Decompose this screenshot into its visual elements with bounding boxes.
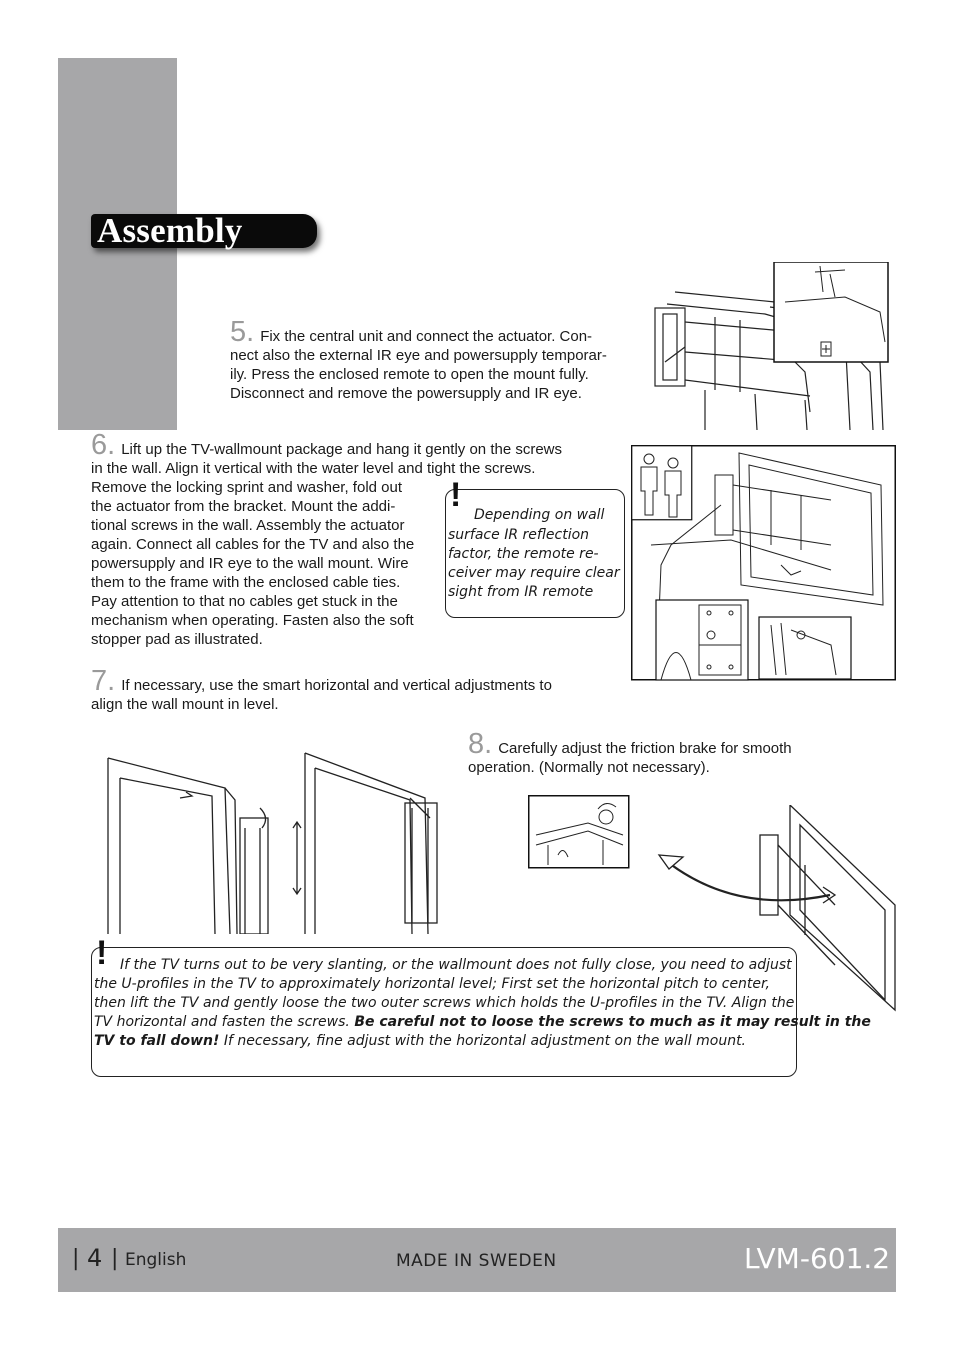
u-profile-note-line: the U-profiles in the TV to approximately horizontal level; First set the horizontal pitch to center, [94, 976, 770, 992]
step-5-line: nect also the external IR eye and powersupply temporar- [230, 347, 607, 364]
warning-icon: ! [450, 476, 462, 514]
page-number: 4 [87, 1244, 103, 1272]
step-7-line: align the wall mount in level. [91, 696, 279, 713]
step-6-text: Lift up the TV-wallmount package and hang it gently on the screws [121, 441, 563, 458]
made-in-label: MADE IN SWEDEN [396, 1251, 557, 1271]
u-profile-note-line: If necessary, fine adjust with the horizontal adjustment on the wall mount. [219, 1033, 747, 1049]
u-profile-warning: TV to fall down! [94, 1033, 220, 1049]
step-7 [91, 665, 611, 714]
step-6-number: 6. [91, 429, 116, 461]
step-7-number: 7. [91, 665, 116, 697]
step-8-line: operation. (Normally not necessary). [468, 759, 710, 776]
step-6-line: them to the frame with the enclosed cable ties. [91, 574, 401, 591]
ir-note-box [445, 476, 625, 618]
step-5-illustration [645, 262, 891, 432]
footer-separator: | [111, 1246, 119, 1271]
step-8-number: 8. [468, 728, 493, 760]
step-5-text: Fix the central unit and connect the actuator. Con- [260, 328, 593, 345]
step-5-line: Disconnect and remove the powersupply and IR eye. [230, 385, 582, 402]
section-title-badge [91, 211, 317, 250]
step-6-line: stopper pad as illustrated. [91, 631, 263, 648]
step-8-text: Carefully adjust the friction brake for smooth [498, 740, 792, 757]
warning-icon: ! [96, 934, 108, 972]
step-6-line: mechanism when operating. Fasten also the soft [91, 612, 414, 629]
ir-note-line: ceiver may require clear [448, 565, 620, 581]
step-5-line: ily. Press the enclosed remote to open the mount fully. [230, 366, 589, 383]
step-6-line: in the wall. Align it vertical with the water level and tight the screws. [91, 460, 536, 477]
u-profile-note-line: then lift the TV and gently loose the two outer screws which holds the U-profiles in the TV. Align the [94, 995, 795, 1011]
step-7-illustration [100, 748, 445, 934]
u-profile-note-line: If the TV turns out to be very slanting, or the wallmount does not fully close, you need to adjust [120, 957, 792, 973]
step-5 [230, 316, 640, 403]
step-6-line: the actuator from the bracket. Mount the addi- [91, 498, 396, 515]
u-profile-note-line: TV horizontal and fasten the screws. [94, 1014, 355, 1030]
ir-note-line: sight from IR remote [448, 584, 594, 600]
step-6-line: tional screws in the wall. Assembly the actuator [91, 517, 405, 534]
step-6-line: powersupply and IR eye to the wall mount. Wire [91, 555, 409, 572]
friction-brake-inset [528, 795, 630, 869]
footer [58, 1228, 896, 1292]
step-7-text: If necessary, use the smart horizontal and vertical adjustments to [121, 677, 552, 694]
section-title: Assembly [97, 211, 243, 250]
u-profile-note-box [91, 934, 871, 1077]
step-5-number: 5. [230, 316, 255, 348]
step-6-line: Remove the locking sprint and washer, fold out [91, 479, 403, 496]
ir-note-text: Depending on wall [474, 507, 605, 523]
step-6-line: again. Connect all cables for the TV and also the [91, 536, 415, 553]
detail-inset-left [656, 600, 748, 680]
step-6-illustration [631, 445, 896, 681]
ir-note-line: surface IR reflection [448, 527, 590, 543]
footer-separator: | [72, 1246, 80, 1271]
u-profile-warning: Be careful not to loose the screws to much as it may result in the [354, 1014, 871, 1030]
ir-note-line: factor, the remote re- [448, 546, 599, 562]
footer-language: English [125, 1250, 187, 1270]
model-number: LVM-601.2 [744, 1242, 891, 1275]
step-8 [468, 728, 868, 777]
step-6-line: Pay attention to that no cables get stuck in the [91, 593, 398, 610]
